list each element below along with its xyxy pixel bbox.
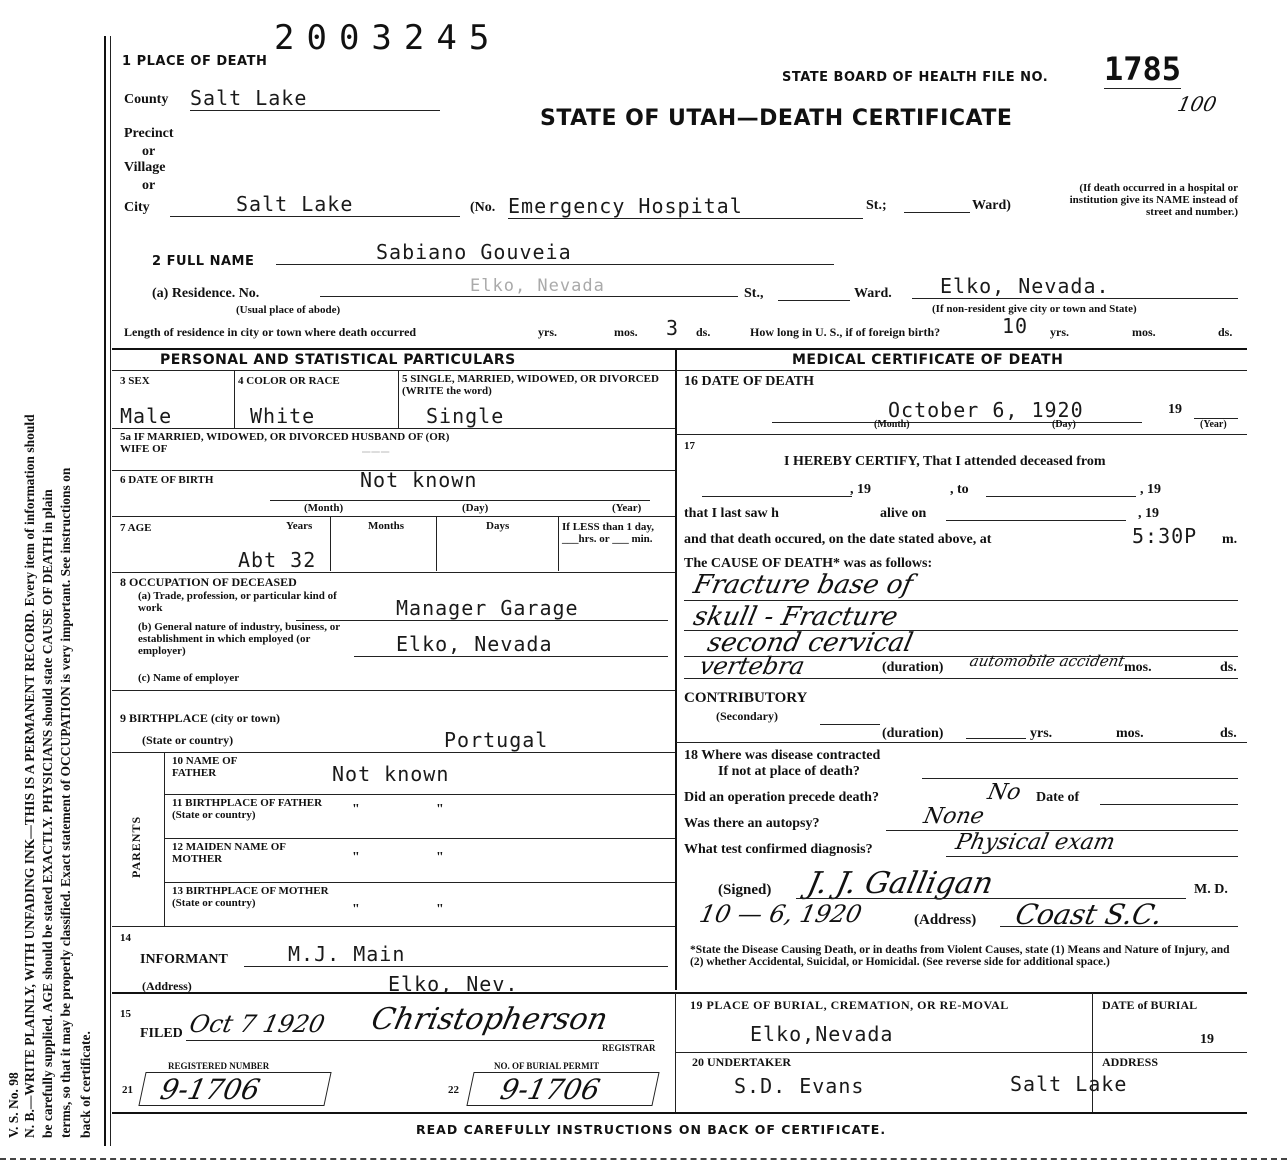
birthplace-state-label: (State or country) bbox=[142, 733, 234, 747]
physician-signature: J. J. Galligan bbox=[804, 866, 997, 901]
cause-line-2: skull - Fracture bbox=[690, 602, 901, 632]
parents-label: PARENTS bbox=[129, 815, 143, 878]
place-of-death-heading: 1 PLACE OF DEATH bbox=[122, 54, 268, 69]
date-of-death-label: 16 DATE OF DEATH bbox=[684, 374, 815, 389]
mother-name-label: 12 MAIDEN NAME OF MOTHER bbox=[172, 841, 286, 865]
alive-on-blank bbox=[946, 520, 1126, 521]
secondary-label: (Secondary) bbox=[716, 709, 778, 723]
undertaker-address-label: ADDRESS bbox=[1102, 1055, 1159, 1069]
bottom-column-divider bbox=[675, 993, 676, 1113]
filed-rule bbox=[186, 1040, 654, 1041]
occupation-label: 8 OCCUPATION OF DECEASED bbox=[120, 575, 297, 589]
date-of-label: Date of bbox=[1036, 790, 1080, 805]
operation-value: No bbox=[985, 780, 1024, 805]
sex-divider bbox=[234, 371, 235, 428]
occupation-b-value: Elko, Nevada bbox=[354, 632, 668, 657]
instructions-line-3: terms, so that it may be properly classified. Exact statement of OCCUPATION is very important. See instructions on bbox=[58, 467, 73, 1138]
burial-label: 19 PLACE OF BURIAL, CREMATION, OR RE-MOVAL bbox=[690, 998, 1009, 1012]
registered-number-value: 9-1706 bbox=[138, 1072, 331, 1106]
color-value: White bbox=[250, 404, 316, 428]
father-name-value: Not known bbox=[332, 762, 450, 786]
alive-on-label: alive on bbox=[880, 506, 927, 521]
from-blank bbox=[702, 496, 852, 497]
age-div-3 bbox=[558, 517, 559, 571]
file-no-label: STATE BOARD OF HEALTH FILE NO. bbox=[782, 70, 1049, 85]
date-of-death-19: 19 bbox=[1168, 402, 1182, 417]
contrib-yrs: yrs. bbox=[1030, 726, 1053, 741]
personal-heading-rule bbox=[112, 370, 675, 371]
birthplace-value: Portugal bbox=[260, 728, 670, 753]
st-blank bbox=[904, 212, 970, 213]
cause-line-3: second cervical bbox=[704, 628, 916, 658]
contributory-blank bbox=[820, 724, 880, 725]
medical-rule-1 bbox=[676, 434, 1247, 435]
last-saw-label: that I last saw h bbox=[684, 506, 779, 521]
county-value: Salt Lake bbox=[190, 86, 440, 111]
instructions-line-2: be carefully supplied. AGE should be stated EXACTLY. PHYSICIANS should state CAUSE OF DEATH in plain bbox=[40, 489, 55, 1138]
age-div-1 bbox=[330, 517, 331, 571]
parents-rule-3 bbox=[164, 882, 675, 883]
footer-instructions: READ CAREFULLY INSTRUCTIONS ON BACK OF CERTIFICATE. bbox=[416, 1122, 887, 1137]
death-time-value: 5:30P bbox=[1132, 524, 1198, 548]
column-divider bbox=[675, 350, 677, 990]
personal-heading: PERSONAL AND STATISTICAL PARTICULARS bbox=[160, 352, 516, 368]
burial-divider bbox=[112, 992, 1247, 994]
length-residence-label: Length of residence in city or town where death occurred bbox=[124, 325, 417, 339]
test-value: Physical exam bbox=[953, 830, 1118, 855]
certify-text: I HEREBY CERTIFY, That I attended deceased from bbox=[784, 454, 1106, 469]
informant-number: 14 bbox=[120, 932, 131, 944]
burial-value: Elko,Nevada bbox=[750, 1022, 894, 1046]
autopsy-value: None bbox=[921, 804, 987, 829]
age-days: Days bbox=[486, 520, 510, 532]
file-number: 1785 bbox=[1104, 50, 1182, 88]
occupation-c-label: (c) Name of employer bbox=[138, 672, 240, 684]
row-rule-1 bbox=[112, 428, 675, 429]
contrib-yrs-blank bbox=[966, 738, 1026, 739]
alive-on-19: , 19 bbox=[1138, 506, 1159, 521]
row-rule-6 bbox=[112, 752, 675, 753]
sex-label: 3 SEX bbox=[120, 375, 150, 387]
vs-number: V. S. No. 98 bbox=[6, 1072, 21, 1138]
physician-address-label: (Address) bbox=[914, 912, 977, 928]
spouse-value: ——— bbox=[362, 444, 391, 460]
burial-permit-label: NO. OF BURIAL PERMIT bbox=[494, 1061, 600, 1071]
footnote: *State the Disease Causing Death, or in deaths from Violent Causes, state (1) Means and Nature of Injury, and (2) whether Accidental, Suicidal, or Homicidal. (See reverse side for additional space.) bbox=[690, 944, 1230, 968]
contrib-ds: ds. bbox=[1220, 726, 1237, 741]
from-19: , 19 bbox=[850, 482, 871, 497]
age-value: Abt 32 bbox=[238, 548, 317, 572]
father-birthplace-ditto-1: " bbox=[352, 802, 360, 817]
death-time-label: and that death occured, on the date stated above, at bbox=[684, 532, 992, 547]
dod-month: (Month) bbox=[874, 419, 910, 430]
st-label: St.; bbox=[866, 198, 887, 213]
age-div-2 bbox=[436, 517, 437, 571]
burial-permit-value: 9-1706 bbox=[466, 1072, 659, 1106]
non-resident-note: (If non-resident give city or town and State) bbox=[932, 303, 1137, 315]
contracted-blank bbox=[922, 778, 1238, 779]
dob-label: 6 DATE OF BIRTH bbox=[120, 474, 214, 486]
dod-year: (Year) bbox=[1200, 419, 1227, 430]
file-side-number: 100 bbox=[1175, 92, 1219, 116]
cause-rule-1 bbox=[684, 600, 1238, 601]
residence-ward-label: Ward. bbox=[854, 286, 892, 301]
cause-duration-label: (duration) bbox=[882, 660, 944, 675]
occupation-a-label: (a) Trade, profession, or particular kind of work bbox=[138, 590, 337, 614]
age-label: 7 AGE bbox=[120, 522, 152, 534]
mother-name-ditto-2: " bbox=[436, 850, 444, 865]
street-no-label: (No. bbox=[470, 200, 496, 215]
death-time-m: m. bbox=[1222, 532, 1238, 547]
row-rule-4 bbox=[112, 572, 675, 573]
length-mos: mos. bbox=[614, 325, 638, 339]
mother-birthplace-ditto-2: " bbox=[436, 902, 444, 917]
occupation-a-value: Manager Garage bbox=[296, 596, 668, 621]
dob-rule bbox=[270, 500, 650, 501]
operation-label: Did an operation precede death? bbox=[684, 790, 879, 805]
document-number: 2003245 bbox=[274, 18, 502, 58]
dob-day: (Day) bbox=[462, 502, 489, 514]
father-birthplace-ditto-2: " bbox=[436, 802, 444, 817]
village-label: Village bbox=[124, 160, 166, 175]
parents-rule-2 bbox=[164, 838, 675, 839]
registered-number-prefix: 21 bbox=[122, 1084, 133, 1096]
residence-value: Elko, Nevada bbox=[320, 276, 738, 297]
bottom-border bbox=[112, 1112, 1247, 1114]
undertaker-label: 20 UNDERTAKER bbox=[692, 1055, 792, 1069]
length-ds: ds. bbox=[696, 325, 711, 339]
color-label: 4 COLOR OR RACE bbox=[238, 375, 340, 387]
row-rule-7 bbox=[112, 926, 675, 927]
contributory-label: CONTRIBUTORY bbox=[684, 690, 808, 706]
md-label: M. D. bbox=[1194, 882, 1228, 897]
burial-date-label: DATE of BURIAL bbox=[1102, 998, 1198, 1012]
us-residence-value: 10 bbox=[1002, 314, 1029, 338]
filed-label: FILED bbox=[140, 1026, 183, 1041]
marital-label: 5 SINGLE, MARRIED, WIDOWED, OR DIVORCED (WRITE the word) bbox=[402, 373, 659, 397]
county-label: County bbox=[124, 92, 169, 107]
medical-rule-2 bbox=[676, 742, 1247, 743]
father-birthplace-label: 11 BIRTHPLACE OF FATHER (State or country) bbox=[172, 797, 323, 821]
certificate-title: STATE OF UTAH—DEATH CERTIFICATE bbox=[540, 106, 1013, 131]
us-mos: mos. bbox=[1132, 325, 1156, 339]
autopsy-label: Was there an autopsy? bbox=[684, 816, 820, 831]
undertaker-divider bbox=[676, 1052, 1247, 1053]
spouse-label: 5a IF MARRIED, WIDOWED, OR DIVORCED HUSBAND OF (OR) WIFE OF bbox=[120, 431, 450, 455]
residence-st-label: St., bbox=[744, 286, 764, 301]
marital-value: Single bbox=[426, 404, 505, 428]
city-value: Salt Lake bbox=[170, 192, 460, 217]
contracted-label: 18 Where was disease contracted bbox=[684, 748, 881, 763]
occupation-b-label: (b) General nature of industry, business, or establishment in which employed (or employer) bbox=[138, 621, 340, 657]
left-border bbox=[104, 36, 106, 1146]
physician-address: Coast S.C. bbox=[1012, 898, 1166, 931]
contrib-duration: (duration) bbox=[882, 726, 944, 741]
sign-date: 10 — 6, 1920 bbox=[697, 900, 865, 928]
cause-mos: mos. bbox=[1124, 660, 1152, 675]
us-residence-label: How long in U. S., if of foreign birth? bbox=[750, 325, 941, 339]
undertaker-value: S.D. Evans bbox=[734, 1074, 865, 1098]
precinct-label: Precinct bbox=[124, 126, 174, 141]
us-yrs: yrs. bbox=[1050, 325, 1069, 339]
test-blank bbox=[946, 856, 1238, 857]
filed-number: 15 bbox=[120, 1008, 131, 1020]
to-blank bbox=[986, 496, 1136, 497]
date-of-death-value: October 6, 1920 bbox=[772, 398, 1142, 423]
ward-label: Ward) bbox=[972, 198, 1011, 213]
parents-divider bbox=[164, 752, 165, 926]
left-border-inner bbox=[110, 36, 111, 1146]
dob-month: (Month) bbox=[304, 502, 344, 514]
informant-value: M.J. Main bbox=[244, 942, 668, 967]
sex-value: Male bbox=[120, 404, 173, 428]
cause-line-4: vertebra bbox=[697, 652, 808, 680]
cause-line-1: Fracture base of bbox=[690, 570, 916, 600]
registrar-label: REGISTRAR bbox=[602, 1043, 656, 1053]
full-name-label: 2 FULL NAME bbox=[152, 254, 255, 269]
cause-auto-note: automobile accident bbox=[968, 652, 1127, 670]
hospital-note: (If death occurred in a hospital or institution give its NAME instead of street and number.) bbox=[1069, 182, 1238, 218]
perforated-edge bbox=[0, 1158, 1287, 1160]
filed-date: Oct 7 1920 bbox=[187, 1010, 328, 1038]
burial-date-19: 19 bbox=[1200, 1032, 1214, 1047]
undertaker-address-value: Salt Lake bbox=[1010, 1072, 1128, 1096]
medical-heading-rule bbox=[676, 370, 1247, 371]
full-name-value: Sabiano Gouveia bbox=[276, 240, 834, 265]
contrib-mos: mos. bbox=[1116, 726, 1144, 741]
or-2: or bbox=[142, 178, 156, 193]
mother-birthplace-ditto-1: " bbox=[352, 902, 360, 917]
parents-rule-1 bbox=[164, 794, 675, 795]
section-divider bbox=[112, 348, 1247, 350]
age-years: Years bbox=[286, 520, 313, 532]
mother-name-ditto-1: " bbox=[352, 850, 360, 865]
informant-address-value: Elko, Nev. bbox=[388, 972, 519, 996]
length-mos-value: 3 bbox=[666, 316, 680, 340]
color-divider bbox=[398, 371, 399, 428]
residence-st-blank bbox=[778, 300, 850, 301]
operation-date-blank bbox=[1100, 804, 1238, 805]
signed-label: (Signed) bbox=[718, 882, 772, 898]
cause-label: The CAUSE OF DEATH* was as follows: bbox=[684, 556, 933, 571]
age-less-note: If LESS than 1 day, ___hrs. or ___ min. bbox=[562, 521, 655, 545]
to-label: , to bbox=[950, 482, 969, 497]
mother-birthplace-label: 13 BIRTHPLACE OF MOTHER (State or country) bbox=[172, 885, 329, 909]
city-label: City bbox=[124, 200, 150, 215]
usual-abode-note: (Usual place of abode) bbox=[236, 304, 341, 316]
registered-number-label: REGISTERED NUMBER bbox=[168, 1061, 270, 1071]
address-blank bbox=[1000, 926, 1238, 927]
age-months: Months bbox=[368, 520, 405, 532]
residence-ward-value: Elko, Nevada. bbox=[912, 274, 1238, 299]
dob-value: Not known bbox=[360, 468, 478, 492]
instructions-line-4: back of certificate. bbox=[78, 1031, 93, 1138]
test-label: What test confirmed diagnosis? bbox=[684, 842, 873, 857]
hospital-value: Emergency Hospital bbox=[508, 194, 863, 219]
dod-day: (Day) bbox=[1052, 419, 1076, 430]
certify-number: 17 bbox=[684, 440, 695, 452]
or-1: or bbox=[142, 144, 156, 159]
cause-ds: ds. bbox=[1220, 660, 1237, 675]
row-rule-5 bbox=[112, 690, 675, 691]
informant-address-label: (Address) bbox=[142, 979, 192, 993]
instructions-line-1: N. B.—WRITE PLAINLY, WITH UNFADING INK—THIS IS A PERMANENT RECORD. Every item of information should bbox=[22, 414, 37, 1138]
cause-rule-4 bbox=[684, 678, 1238, 679]
informant-label: INFORMANT bbox=[140, 952, 228, 967]
burial-permit-prefix: 22 bbox=[448, 1084, 459, 1096]
length-yrs: yrs. bbox=[538, 325, 557, 339]
if-not-label: If not at place of death? bbox=[718, 764, 860, 779]
us-ds: ds. bbox=[1218, 325, 1233, 339]
birthplace-label: 9 BIRTHPLACE (city or town) bbox=[120, 711, 281, 725]
residence-label: (a) Residence. No. bbox=[152, 286, 260, 301]
medical-heading: MEDICAL CERTIFICATE OF DEATH bbox=[792, 352, 1064, 368]
registrar-signature: Christopherson bbox=[368, 1002, 611, 1037]
dob-year: (Year) bbox=[612, 502, 642, 514]
row-rule-3 bbox=[112, 516, 675, 517]
to-19: , 19 bbox=[1140, 482, 1161, 497]
father-name-label: 10 NAME OF FATHER bbox=[172, 755, 237, 779]
